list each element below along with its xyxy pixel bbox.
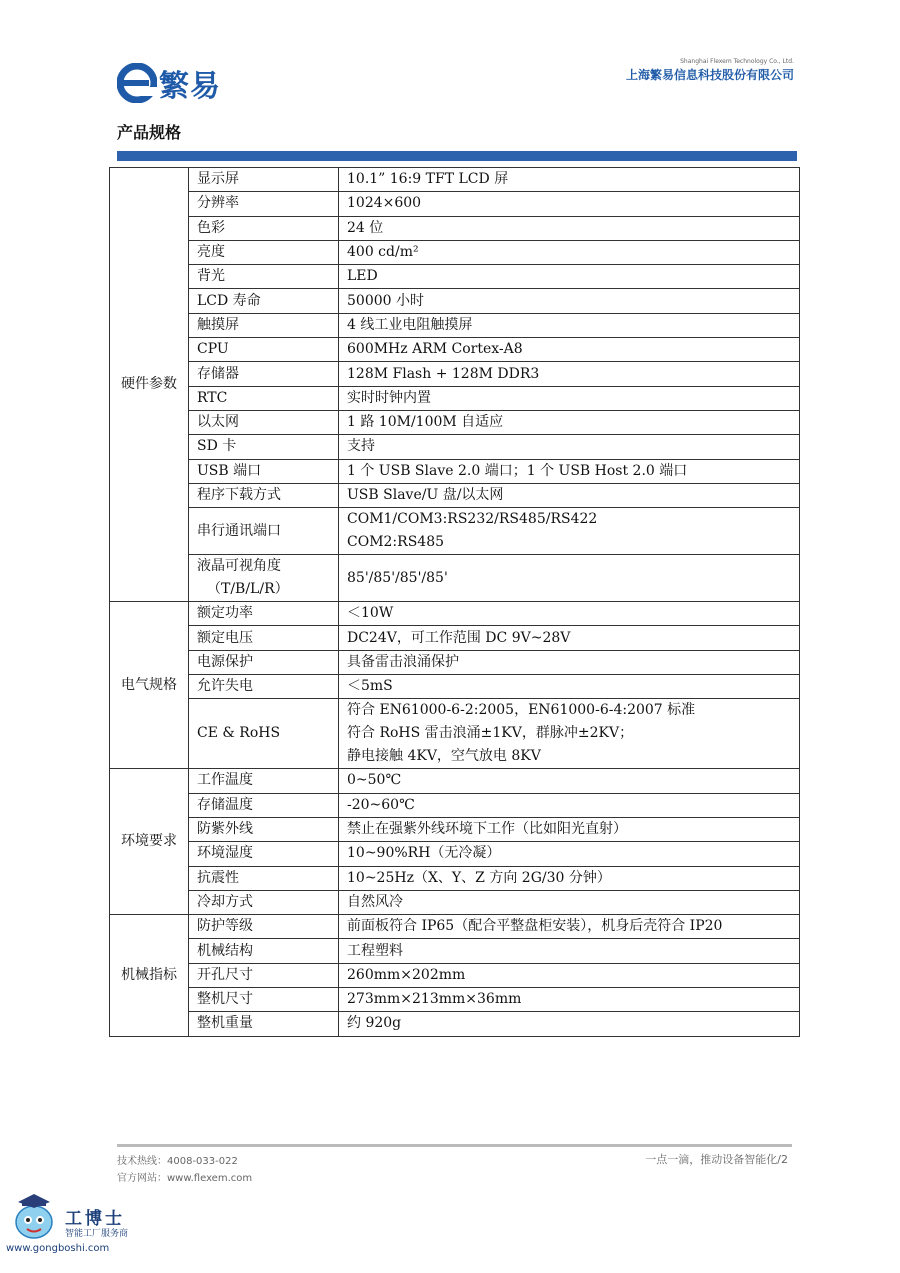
spec-row — [110, 555, 800, 602]
spec-row — [110, 216, 800, 240]
spec-key: 防紫外线 — [189, 817, 339, 841]
spec-value-line: 静电接触 4KV，空气放电 8KV — [347, 748, 541, 765]
spec-key: 电源保护 — [189, 650, 339, 674]
spec-value — [339, 675, 800, 699]
spec-key: SD 卡 — [189, 435, 339, 459]
spec-key: 允许失电 — [189, 675, 339, 699]
spec-value-line: 273mm×213mm×36mm — [347, 991, 522, 1008]
spec-value — [339, 386, 800, 410]
spec-row — [110, 1012, 800, 1036]
spec-value-line: 10~25Hz（X、Y、Z 方向 2G/30 分钟） — [347, 869, 611, 886]
spec-key: CPU — [189, 338, 339, 362]
spec-value — [339, 817, 800, 841]
spec-row — [110, 483, 800, 507]
spec-key: 抗震性 — [189, 866, 339, 890]
spec-row — [110, 386, 800, 410]
footer-divider — [117, 1144, 792, 1147]
spec-row — [110, 988, 800, 1012]
spec-row — [110, 699, 800, 769]
spec-value-line: -20~60℃ — [347, 796, 415, 813]
company-header — [626, 58, 794, 83]
spec-key: 额定功率 — [189, 602, 339, 626]
spec-value-line: COM2:RS485 — [347, 534, 445, 551]
spec-value — [339, 483, 800, 507]
spec-row — [110, 265, 800, 289]
spec-value-line: 1 路 10M/100M 自适应 — [347, 414, 504, 431]
spec-value — [339, 939, 800, 963]
footer-website: 官方网站：www.flexem.com — [117, 1173, 253, 1184]
spec-group-label: 电气规格 — [110, 602, 189, 769]
spec-key: 分辨率 — [189, 192, 339, 216]
spec-value-line: ＜10W — [347, 605, 394, 622]
spec-value-line: 24 位 — [347, 219, 384, 236]
spec-value-line: 4 线工业电阻触摸屏 — [347, 316, 473, 333]
spec-value — [339, 963, 800, 987]
spec-value-line: 1 个 USB Slave 2.0 端口；1 个 USB Host 2.0 端口 — [347, 462, 688, 479]
spec-value-line: COM1/COM3:RS232/RS485/RS422 — [347, 511, 598, 528]
spec-value — [339, 313, 800, 337]
spec-row — [110, 890, 800, 914]
spec-key: 存储温度 — [189, 793, 339, 817]
spec-value — [339, 338, 800, 362]
flexem-logo — [117, 62, 221, 104]
spec-value — [339, 508, 800, 555]
spec-group-label: 机械指标 — [110, 915, 189, 1036]
spec-value — [339, 265, 800, 289]
spec-value-line: 约 920g — [347, 1015, 402, 1032]
spec-key: 冷却方式 — [189, 890, 339, 914]
spec-value-line: 工程塑料 — [347, 942, 403, 959]
spec-key: 触摸屏 — [189, 313, 339, 337]
spec-value-line: 符合 RoHS 雷击浪涌±1KV，群脉冲±2KV； — [347, 725, 634, 742]
spec-key: 程序下载方式 — [189, 483, 339, 507]
spec-value-line: 自然风冷 — [347, 893, 403, 910]
spec-key: USB 端口 — [189, 459, 339, 483]
spec-value-line: 260mm×202mm — [347, 966, 466, 983]
spec-value-line: 400 cd/m² — [347, 244, 419, 261]
gongboshi-watermark — [6, 1192, 129, 1254]
spec-value-line: DC24V，可工作范围 DC 9V~28V — [347, 629, 571, 646]
spec-value-line: 10.1” 16:9 TFT LCD 屏 — [347, 171, 509, 188]
spec-row — [110, 915, 800, 939]
spec-value — [339, 769, 800, 793]
spec-value — [339, 289, 800, 313]
flexem-logo-icon — [117, 63, 157, 103]
spec-key: 环境湿度 — [189, 842, 339, 866]
spec-value-line: 128M Flash + 128M DDR3 — [347, 365, 540, 382]
spec-key: 色彩 — [189, 216, 339, 240]
spec-value-line: 600MHz ARM Cortex-A8 — [347, 341, 523, 358]
spec-value-line: USB Slave/U 盘/以太网 — [347, 487, 504, 503]
spec-value-line: 符合 EN61000-6-2:2005，EN61000-6-4:2007 标准 — [347, 702, 696, 719]
spec-key: 显示屏 — [189, 168, 339, 192]
spec-value — [339, 915, 800, 939]
spec-row — [110, 289, 800, 313]
spec-value — [339, 459, 800, 483]
spec-row — [110, 866, 800, 890]
spec-key: 存储器 — [189, 362, 339, 386]
spec-row — [110, 842, 800, 866]
spec-value — [339, 192, 800, 216]
spec-row — [110, 313, 800, 337]
spec-row — [110, 459, 800, 483]
spec-value — [339, 890, 800, 914]
spec-value-line: 50000 小时 — [347, 292, 424, 309]
spec-row — [110, 939, 800, 963]
spec-value-line: 0~50℃ — [347, 772, 402, 789]
spec-value — [339, 435, 800, 459]
spec-key: 机械结构 — [189, 939, 339, 963]
spec-key: 串行通讯端口 — [189, 508, 339, 555]
watermark-subtitle: 智能工厂服务商 — [65, 1229, 129, 1239]
spec-key: 以太网 — [189, 410, 339, 434]
spec-value-line: 具备雷击浪涌保护 — [347, 653, 459, 670]
spec-key: 液晶可视角度 （T/B/L/R） — [189, 555, 339, 602]
spec-key: 整机重量 — [189, 1012, 339, 1036]
spec-key: CE & RoHS — [189, 699, 339, 769]
spec-value — [339, 988, 800, 1012]
spec-row — [110, 410, 800, 434]
spec-value — [339, 410, 800, 434]
spec-value-line: 前面板符合 IP65（配合平整盘柜安装），机身后壳符合 IP20 — [347, 918, 723, 935]
footer-hotline: 技术热线：4008-033-022 — [117, 1156, 238, 1167]
spec-value — [339, 362, 800, 386]
spec-key: 整机尺寸 — [189, 988, 339, 1012]
footer-contact — [117, 1153, 252, 1187]
spec-value — [339, 555, 800, 602]
spec-row — [110, 769, 800, 793]
spec-value — [339, 650, 800, 674]
spec-value — [339, 626, 800, 650]
spec-value-line: 实时时钟内置 — [347, 389, 431, 406]
spec-value-line: 85'/85'/85'/85' — [347, 569, 448, 586]
spec-value-line: 禁止在强紫外线环境下工作（比如阳光直射） — [347, 821, 627, 838]
spec-row — [110, 362, 800, 386]
spec-value — [339, 699, 800, 769]
spec-key: RTC — [189, 386, 339, 410]
spec-key: 背光 — [189, 265, 339, 289]
spec-value — [339, 216, 800, 240]
spec-value — [339, 168, 800, 192]
spec-key: 亮度 — [189, 240, 339, 264]
logo-text: 繁易 — [159, 69, 221, 104]
spec-value — [339, 866, 800, 890]
spec-value-line: 10~90%RH（无冷凝） — [347, 845, 501, 862]
spec-value-line: 1024×600 — [347, 195, 422, 212]
spec-group-label: 环境要求 — [110, 769, 189, 915]
spec-row — [110, 817, 800, 841]
watermark-url: www.gongboshi.com — [6, 1243, 110, 1254]
spec-group-label: 硬件参数 — [110, 168, 189, 602]
company-name-cn: 上海繁易信息科技股份有限公司 — [625, 68, 794, 82]
spec-value-line: 支持 — [347, 438, 375, 455]
spec-row — [110, 168, 800, 192]
watermark-name: 工博士 — [65, 1209, 125, 1229]
section-title: 产品规格 — [117, 123, 182, 142]
spec-row — [110, 675, 800, 699]
spec-key: LCD 寿命 — [189, 289, 339, 313]
spec-value — [339, 842, 800, 866]
spec-key: 工作温度 — [189, 769, 339, 793]
footer-slogan: 一点一滴，推动设备智能化/2 — [645, 1153, 788, 1166]
spec-value — [339, 793, 800, 817]
spec-key: 额定电压 — [189, 626, 339, 650]
spec-value — [339, 1012, 800, 1036]
mascot-icon — [8, 1192, 60, 1244]
spec-row — [110, 626, 800, 650]
spec-row — [110, 338, 800, 362]
spec-value — [339, 602, 800, 626]
spec-row — [110, 650, 800, 674]
spec-row — [110, 435, 800, 459]
spec-key: 开孔尺寸 — [189, 963, 339, 987]
company-name-en: Shanghai Flexem Technology Co., Ltd. — [680, 58, 794, 65]
spec-value-line: ＜5mS — [347, 678, 393, 695]
spec-row — [110, 192, 800, 216]
spec-value — [339, 240, 800, 264]
spec-row — [110, 508, 800, 555]
spec-row — [110, 793, 800, 817]
spec-row — [110, 602, 800, 626]
spec-key: 防护等级 — [189, 915, 339, 939]
spec-value-line: LED — [347, 268, 378, 285]
title-divider-bar — [117, 151, 797, 161]
spec-row — [110, 963, 800, 987]
spec-row — [110, 240, 800, 264]
spec-table — [109, 167, 800, 1037]
